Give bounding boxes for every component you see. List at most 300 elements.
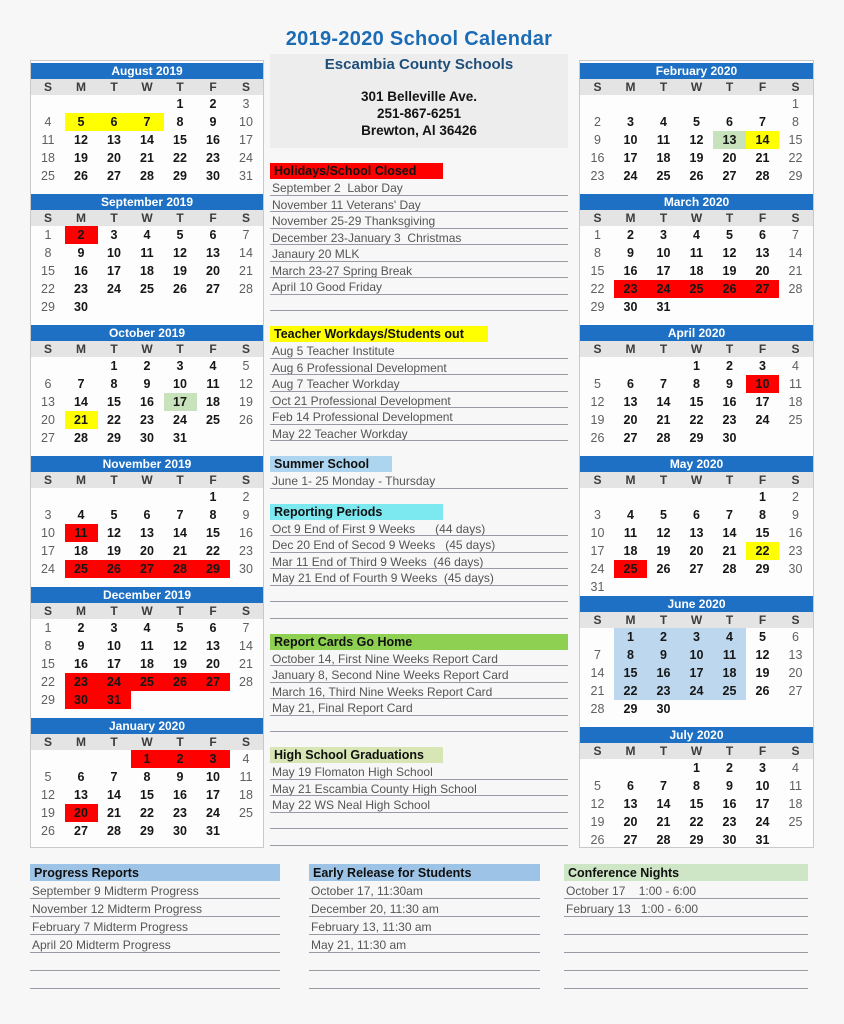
date-cell: 31 <box>173 431 187 445</box>
date-cell: 20 <box>722 151 737 165</box>
date-cell: 2 <box>726 359 733 373</box>
section-item: February 7 Midterm Progress <box>30 917 280 935</box>
date-cell: 11 <box>623 526 638 540</box>
section-header: Reporting Periods <box>270 504 443 520</box>
date-cell: 4 <box>693 228 700 242</box>
date-cell: 25 <box>239 806 253 820</box>
calendar-week-row <box>580 95 813 113</box>
date-cell: 26 <box>173 282 187 296</box>
weekday-header-row <box>31 79 263 95</box>
weekday-label: T <box>725 744 734 758</box>
month-header-label: September 2019 <box>31 194 263 210</box>
section <box>270 456 568 489</box>
date-cell: 22 <box>41 675 55 689</box>
date-cell: 10 <box>239 115 253 129</box>
date-cell: 4 <box>209 359 217 373</box>
date-cell: 16 <box>623 264 638 278</box>
weekday-label: S <box>593 613 602 627</box>
date-cell: 22 <box>614 682 647 700</box>
date-cell: 9 <box>209 115 217 129</box>
calendar-week-row <box>580 262 813 280</box>
calendar-week-row <box>31 262 263 280</box>
section-header: Holidays/School Closed <box>270 163 443 179</box>
date-cell: 8 <box>110 377 118 391</box>
weekday-label: F <box>758 744 767 758</box>
date-cell: 23 <box>173 806 187 820</box>
date-cell: 28 <box>140 169 154 183</box>
date-cell: 14 <box>173 526 187 540</box>
date-cell: 4 <box>44 115 52 129</box>
section-item: Dec 20 End of Secod 9 Weeks (45 days) <box>270 536 568 553</box>
date-cell <box>614 357 647 375</box>
date-cell: 5 <box>110 508 118 522</box>
date-cell: 12 <box>656 526 671 540</box>
date-cell: 1 <box>209 490 217 504</box>
date-cell: 8 <box>693 779 700 793</box>
date-cell: 1 <box>614 628 647 646</box>
date-cell: 8 <box>209 508 217 522</box>
date-cell: 10 <box>206 770 220 784</box>
weekday-label: M <box>625 744 636 758</box>
section <box>564 864 808 989</box>
school-city: Brewton, Al 36426 <box>361 123 477 138</box>
date-cell <box>647 488 680 506</box>
date-cell: 28 <box>656 431 671 445</box>
month-calendar <box>580 596 813 718</box>
calendar-week-row <box>31 411 263 429</box>
weekday-label: S <box>241 473 250 487</box>
date-cell: 10 <box>173 377 187 391</box>
date-cell: 6 <box>143 508 151 522</box>
date-cell: 4 <box>627 508 634 522</box>
date-cell: 22 <box>788 151 803 165</box>
calendar-week-row <box>31 167 263 185</box>
date-cell: 1 <box>131 750 164 768</box>
date-cell: 20 <box>788 666 803 680</box>
date-cell <box>614 578 647 596</box>
date-cell <box>779 298 812 316</box>
weekday-label: S <box>241 735 250 749</box>
section-item: September 2 Labor Day <box>270 179 568 196</box>
date-cell: 9 <box>627 246 634 260</box>
date-cell: 7 <box>594 648 601 662</box>
section <box>309 864 540 989</box>
date-cell: 9 <box>647 646 680 664</box>
date-cell: 28 <box>788 282 803 296</box>
date-cell: 15 <box>614 664 647 682</box>
date-cell: 26 <box>590 431 605 445</box>
weekday-label: S <box>43 211 52 225</box>
calendar-week-row <box>580 578 813 596</box>
date-cell <box>614 488 647 506</box>
date-cell <box>164 488 197 506</box>
date-cell: 25 <box>680 280 713 298</box>
date-cell: 28 <box>722 562 737 576</box>
date-cell: 9 <box>77 246 85 260</box>
date-cell: 26 <box>755 684 770 698</box>
date-cell: 25 <box>788 815 803 829</box>
date-cell <box>98 298 131 316</box>
section-item: May 22 WS Neal High School <box>270 796 568 813</box>
calendar-week-row <box>31 786 263 804</box>
weekday-label: W <box>141 735 153 749</box>
date-cell <box>230 822 263 840</box>
date-cell <box>746 700 779 718</box>
date-cell: 23 <box>647 682 680 700</box>
month-calendar <box>580 194 813 316</box>
section-header: Early Release for Students <box>309 864 540 881</box>
section-item: February 13 1:00 - 6:00 <box>564 899 808 917</box>
date-cell: 29 <box>623 702 638 716</box>
calendar-week-row <box>31 375 263 393</box>
section <box>270 326 568 441</box>
date-cell: 24 <box>107 282 121 296</box>
date-cell: 29 <box>689 833 704 847</box>
weekday-header-row <box>31 603 263 619</box>
weekday-label: T <box>176 604 184 618</box>
section <box>270 504 568 619</box>
date-cell <box>779 831 812 849</box>
date-cell: 23 <box>722 815 737 829</box>
date-cell: 16 <box>74 264 88 278</box>
date-cell: 26 <box>41 824 55 838</box>
date-cell: 20 <box>206 264 220 278</box>
date-cell: 26 <box>689 169 704 183</box>
date-cell: 18 <box>713 664 746 682</box>
date-cell <box>746 298 779 316</box>
calendar-week-row <box>31 619 263 637</box>
date-cell <box>647 95 680 113</box>
calendar-week-row <box>580 646 813 664</box>
section-item: May 21 End of Fourth 9 Weeks (45 days) <box>270 569 568 586</box>
section-item: November 25-29 Thanksgiving <box>270 212 568 229</box>
empty-line <box>270 586 568 603</box>
date-cell: 18 <box>623 544 638 558</box>
date-cell: 20 <box>623 815 638 829</box>
calendar-week-row <box>580 795 813 813</box>
date-cell: 15 <box>140 788 154 802</box>
date-cell: 7 <box>131 113 164 131</box>
weekday-label: S <box>241 604 250 618</box>
weekday-label: W <box>141 80 153 94</box>
date-cell: 11 <box>41 133 55 147</box>
date-cell: 5 <box>693 115 700 129</box>
date-cell <box>98 95 131 113</box>
month-calendar <box>31 718 263 840</box>
date-cell <box>65 750 98 768</box>
calendar-week-row <box>580 524 813 542</box>
date-cell <box>131 95 164 113</box>
weekday-label: W <box>141 342 153 356</box>
date-cell: 12 <box>173 246 187 260</box>
date-cell: 23 <box>140 413 154 427</box>
date-cell: 7 <box>242 621 250 635</box>
section-item: September 9 Midterm Progress <box>30 881 280 899</box>
section-header: Conference Nights <box>564 864 808 881</box>
section-item: December 23-January 3 Christmas <box>270 229 568 246</box>
date-cell: 25 <box>41 169 55 183</box>
date-cell: 12 <box>173 639 187 653</box>
date-cell: 20 <box>140 544 154 558</box>
date-cell <box>581 628 614 646</box>
date-cell: 14 <box>239 639 253 653</box>
weekday-label: S <box>593 80 602 94</box>
date-cell: 6 <box>209 228 217 242</box>
calendar-week-row <box>580 357 813 375</box>
weekday-label: S <box>241 80 250 94</box>
date-cell: 10 <box>590 526 605 540</box>
month-header-label: June 2020 <box>580 596 813 612</box>
date-cell: 5 <box>726 228 733 242</box>
date-cell <box>164 298 197 316</box>
date-cell: 27 <box>74 824 88 838</box>
date-cell: 27 <box>722 169 737 183</box>
calendar-week-row <box>31 131 263 149</box>
month-header-label: May 2020 <box>580 456 813 472</box>
date-cell: 2 <box>209 97 217 111</box>
date-cell: 3 <box>242 97 250 111</box>
calendar-week-row <box>31 524 263 542</box>
weekday-label: W <box>690 744 703 758</box>
bottom-sections <box>30 864 812 989</box>
calendar-week-row <box>31 393 263 411</box>
date-cell: 9 <box>792 508 799 522</box>
calendar-week-row <box>580 375 813 393</box>
weekday-header-row <box>580 612 813 628</box>
month-calendar <box>31 587 263 709</box>
date-cell: 10 <box>755 779 770 793</box>
school-info-box <box>270 54 568 148</box>
date-cell: 6 <box>726 115 733 129</box>
weekday-label: F <box>209 342 217 356</box>
weekday-label: F <box>758 473 767 487</box>
weekday-header-row <box>580 472 813 488</box>
weekday-label: M <box>76 604 86 618</box>
weekday-label: F <box>209 735 217 749</box>
date-cell: 24 <box>680 682 713 700</box>
date-cell: 3 <box>44 508 52 522</box>
date-cell: 20 <box>689 544 704 558</box>
empty-line <box>564 917 808 935</box>
date-cell: 5 <box>242 359 250 373</box>
date-cell <box>197 298 230 316</box>
date-cell: 11 <box>689 246 704 260</box>
date-cell: 1 <box>693 761 700 775</box>
date-cell: 27 <box>788 684 803 698</box>
date-cell: 17 <box>755 797 770 811</box>
date-cell <box>65 357 98 375</box>
date-cell: 7 <box>242 228 250 242</box>
date-cell: 22 <box>689 815 704 829</box>
date-cell: 21 <box>656 815 671 829</box>
weekday-label: T <box>110 80 118 94</box>
date-cell: 24 <box>41 562 55 576</box>
date-cell: 3 <box>594 508 601 522</box>
date-cell: 13 <box>74 788 88 802</box>
calendar-week-row <box>31 655 263 673</box>
date-cell <box>746 578 779 596</box>
date-cell: 27 <box>131 560 164 578</box>
date-cell: 12 <box>74 133 88 147</box>
calendar-week-row <box>31 113 263 131</box>
section-item: October 14, First Nine Weeks Report Card <box>270 650 568 667</box>
date-cell: 16 <box>173 788 187 802</box>
date-cell: 29 <box>689 431 704 445</box>
calendar-week-row <box>580 411 813 429</box>
date-cell: 13 <box>206 246 220 260</box>
date-cell: 17 <box>206 788 220 802</box>
date-cell: 15 <box>689 797 704 811</box>
center-column <box>270 28 568 846</box>
date-cell: 22 <box>746 542 779 560</box>
date-cell: 4 <box>242 752 250 766</box>
calendar-week-row <box>580 280 813 298</box>
date-cell: 9 <box>726 779 733 793</box>
section-header: Summer School <box>270 456 392 472</box>
date-cell: 6 <box>627 779 634 793</box>
date-cell: 28 <box>164 560 197 578</box>
date-cell: 9 <box>242 508 250 522</box>
calendar-week-row <box>31 488 263 506</box>
date-cell: 19 <box>107 544 121 558</box>
calendar-week-row <box>580 488 813 506</box>
calendar-week-row <box>580 813 813 831</box>
date-cell <box>131 488 164 506</box>
date-cell <box>230 298 263 316</box>
date-cell: 30 <box>239 562 253 576</box>
month-header-label: January 2020 <box>31 718 263 734</box>
date-cell: 14 <box>74 395 88 409</box>
date-cell: 1 <box>44 228 52 242</box>
weekday-label: S <box>43 473 52 487</box>
date-cell <box>680 95 713 113</box>
section-item: Oct 21 Professional Development <box>270 392 568 409</box>
date-cell: 20 <box>623 413 638 427</box>
date-cell <box>713 95 746 113</box>
date-cell: 15 <box>41 657 55 671</box>
date-cell: 20 <box>65 804 98 822</box>
calendar-week-row <box>31 768 263 786</box>
date-cell <box>131 691 164 709</box>
calendar-week-row <box>31 822 263 840</box>
date-cell: 29 <box>140 824 154 838</box>
date-cell: 27 <box>689 562 704 576</box>
date-cell: 6 <box>98 113 131 131</box>
date-cell: 31 <box>656 300 671 314</box>
calendar-week-row <box>31 244 263 262</box>
date-cell: 25 <box>656 169 671 183</box>
date-cell: 13 <box>623 395 638 409</box>
date-cell: 11 <box>239 770 253 784</box>
date-cell: 24 <box>647 280 680 298</box>
date-cell: 17 <box>41 544 55 558</box>
date-cell <box>32 95 65 113</box>
weekday-label: T <box>659 473 668 487</box>
date-cell: 19 <box>590 413 605 427</box>
section-item: March 16, Third Nine Weeks Report Card <box>270 683 568 700</box>
date-cell: 29 <box>173 169 187 183</box>
date-cell <box>98 488 131 506</box>
calendar-week-row <box>580 429 813 447</box>
section-item: October 17 1:00 - 6:00 <box>564 881 808 899</box>
weekday-header-row <box>31 341 263 357</box>
calendar-week-row <box>580 149 813 167</box>
date-cell: 8 <box>693 377 700 391</box>
weekday-label: F <box>209 473 217 487</box>
date-cell <box>164 691 197 709</box>
date-cell: 29 <box>197 560 230 578</box>
section-item: Feb 14 Professional Development <box>270 408 568 425</box>
month-header-label: October 2019 <box>31 325 263 341</box>
date-cell: 23 <box>590 169 605 183</box>
date-cell: 3 <box>759 761 766 775</box>
date-cell: 14 <box>656 797 671 811</box>
weekday-label: S <box>43 604 52 618</box>
date-cell: 5 <box>660 508 667 522</box>
date-cell: 21 <box>107 806 121 820</box>
weekday-label: S <box>241 211 250 225</box>
date-cell <box>98 750 131 768</box>
date-cell: 15 <box>788 133 803 147</box>
date-cell: 15 <box>755 526 770 540</box>
date-cell: 13 <box>107 133 121 147</box>
date-cell: 14 <box>590 666 605 680</box>
date-cell: 16 <box>239 526 253 540</box>
weekday-label: T <box>110 604 118 618</box>
month-calendar <box>580 727 813 849</box>
calendar-week-row <box>580 244 813 262</box>
date-cell: 15 <box>173 133 187 147</box>
calendar-week-row <box>580 226 813 244</box>
calendar-week-row <box>31 691 263 709</box>
weekday-label: S <box>43 342 52 356</box>
date-cell: 22 <box>173 151 187 165</box>
date-cell: 28 <box>239 675 253 689</box>
date-cell: 21 <box>788 264 803 278</box>
date-cell: 7 <box>660 377 667 391</box>
date-cell: 12 <box>689 133 704 147</box>
empty-line <box>30 953 280 971</box>
weekday-label: T <box>659 80 668 94</box>
weekday-header-row <box>580 79 813 95</box>
empty-line <box>564 953 808 971</box>
date-cell: 11 <box>713 646 746 664</box>
calendar-week-row <box>580 506 813 524</box>
weekday-label: T <box>725 211 734 225</box>
weekday-label: S <box>593 744 602 758</box>
weekday-label: M <box>76 211 86 225</box>
date-cell: 17 <box>656 264 671 278</box>
month-header-label: August 2019 <box>31 63 263 79</box>
weekday-label: F <box>758 342 767 356</box>
date-cell: 21 <box>755 151 770 165</box>
weekday-label: T <box>659 744 668 758</box>
date-cell: 13 <box>206 639 220 653</box>
calendar-week-row <box>580 167 813 185</box>
calendar-week-row <box>580 542 813 560</box>
date-cell <box>746 429 779 447</box>
date-cell: 10 <box>107 246 121 260</box>
date-cell: 28 <box>239 282 253 296</box>
date-cell: 19 <box>755 666 770 680</box>
date-cell: 21 <box>722 544 737 558</box>
section-item: December 20, 11:30 am <box>309 899 540 917</box>
date-cell: 8 <box>792 115 799 129</box>
section <box>30 864 280 989</box>
date-cell: 2 <box>792 490 799 504</box>
calendar-week-row <box>31 804 263 822</box>
calendar-week-row <box>580 393 813 411</box>
